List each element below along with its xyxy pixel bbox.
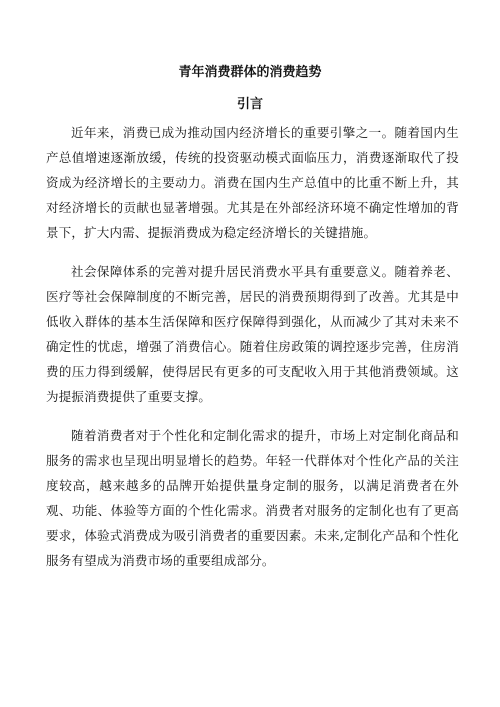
section-heading-introduction: 引言 bbox=[236, 97, 263, 112]
document-body bbox=[46, 120, 459, 587]
paragraph: 近年来，消费已成为推动国内经济增长的重要引擎之一。随着国内生产总值增速逐渐放缓，传统的投资驱动模式面临压力，消费逐渐取代了投资成为经济增长的主要动力。消费在国内生产总值中的比重不断上升，其对经济增长的贡献也显著增强。尤其是在外部经济环境不确定性增加的背景下，扩大内需、提振消费成为稳定经济增长的关键措施。 bbox=[46, 125, 459, 240]
document-title: 青年消费群体的消费趋势 bbox=[178, 65, 322, 80]
paragraph: 社会保障体系的完善对提升居民消费水平具有重要意义。随着养老、医疗等社会保障制度的不断完善，居民的消费预期得到了改善。尤其是中低收入群体的基本生活保障和医疗保障得到强化，从而减少了其对未来不确定性的忧虑，增强了消费信心。随着住房政策的调控逐步完善，住房消费的压力得到缓解，使得居民有更多的可支配收入用于其他消费领域。这为提振消费提供了重要支撑。 bbox=[46, 264, 459, 404]
paragraph: 随着消费者对于个性化和定制化需求的提升，市场上对定制化商品和服务的需求也呈现出明显增长的趋势。年轻一代群体对个性化产品的关注度较高，越来越多的品牌开始提供量身定制的服务，以满足消费者在外观、功能、体验等方面的个性化需求。消费者对服务的定制化也有了更高要求，体验式消费成为吸引消费者的重要因素。未来,定制化产品和个性化服务有望成为消费市场的重要组成部分。 bbox=[46, 428, 459, 568]
